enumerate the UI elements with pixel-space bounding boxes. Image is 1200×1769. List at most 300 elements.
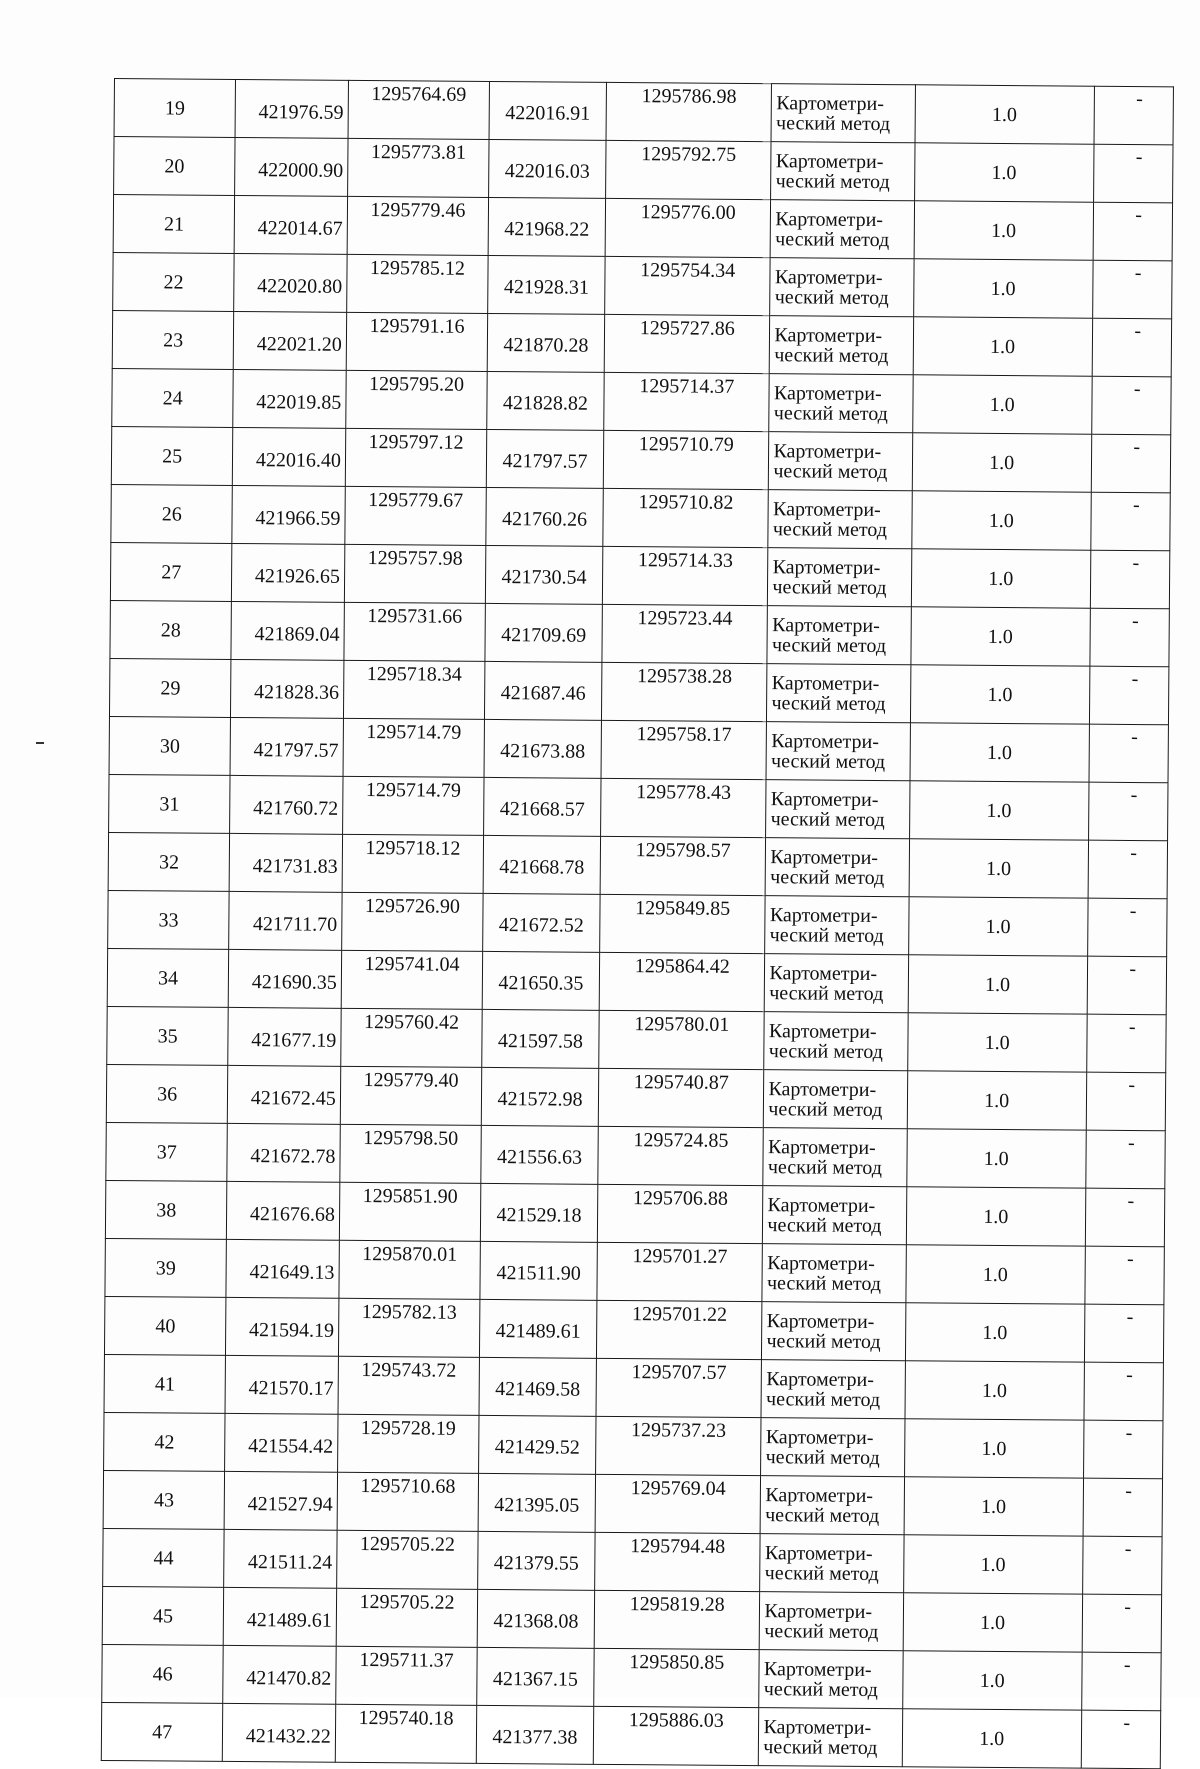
method-cell xyxy=(769,432,913,491)
method-cell xyxy=(765,896,909,955)
x-coordinate-cell: 421711.70 xyxy=(229,891,342,950)
table-row xyxy=(113,195,1172,261)
note-cell: - xyxy=(1082,1536,1162,1595)
method-cell xyxy=(770,258,914,317)
table-row xyxy=(108,832,1167,898)
method-text-line-2: ческий метод xyxy=(768,1097,883,1121)
point-number-cell: 32 xyxy=(108,832,230,891)
accuracy-cell: 1.0 xyxy=(913,317,1092,376)
accuracy-cell: 1.0 xyxy=(912,491,1091,550)
point-number-cell: 23 xyxy=(112,310,234,369)
y-coordinate-cell: 1295726.90 xyxy=(342,892,484,951)
note-cell: - xyxy=(1088,782,1168,841)
method-text-line-2: ческий метод xyxy=(765,1445,880,1469)
x-coordinate-new-cell: 421368.08 xyxy=(477,1589,594,1648)
method-cell xyxy=(768,490,912,549)
note-cell: - xyxy=(1081,1652,1161,1711)
point-number-cell: 27 xyxy=(110,542,232,601)
method-text-line-2: ческий метод xyxy=(776,111,891,135)
method-text-line-1: Картометри- xyxy=(768,1019,877,1043)
method-text-line-1: Картометри- xyxy=(767,1193,876,1217)
note-cell: - xyxy=(1089,666,1169,725)
y-coordinate-cell: 1295743.72 xyxy=(338,1356,480,1415)
note-cell: - xyxy=(1086,1072,1166,1131)
y-coordinate-cell: 1295779.46 xyxy=(347,196,489,255)
method-text-line-1: Картометри- xyxy=(772,613,880,637)
point-number-cell: 25 xyxy=(111,426,233,485)
accuracy-cell: 1.0 xyxy=(915,85,1094,144)
x-coordinate-cell: 421554.42 xyxy=(225,1413,338,1472)
point-number-cell: 19 xyxy=(114,79,236,138)
y-coordinate-new-cell: 1295701.22 xyxy=(596,1300,762,1359)
x-coordinate-new-cell: 421687.46 xyxy=(485,661,602,720)
y-coordinate-cell: 1295705.22 xyxy=(337,1530,479,1589)
y-coordinate-new-cell: 1295886.03 xyxy=(593,1706,759,1765)
method-text-line-2: ческий метод xyxy=(763,1677,878,1701)
y-coordinate-cell: 1295714.79 xyxy=(342,776,484,835)
accuracy-cell: 1.0 xyxy=(902,1709,1081,1768)
table-row xyxy=(103,1470,1162,1536)
method-cell xyxy=(769,374,913,433)
x-coordinate-new-cell: 421668.57 xyxy=(484,777,601,836)
accuracy-cell: 1.0 xyxy=(914,201,1093,260)
point-number-cell: 30 xyxy=(109,716,231,775)
accuracy-cell: 1.0 xyxy=(907,1129,1086,1188)
method-text-line-2: ческий метод xyxy=(767,1155,883,1179)
method-text-line-1: Картометри- xyxy=(765,1483,874,1507)
x-coordinate-cell: 421731.83 xyxy=(229,833,342,892)
method-text-line-1: Картометри- xyxy=(774,323,883,347)
x-coordinate-new-cell: 421429.52 xyxy=(479,1415,596,1474)
point-number-cell: 26 xyxy=(111,484,233,543)
note-cell: - xyxy=(1084,1304,1164,1363)
accuracy-cell: 1.0 xyxy=(903,1593,1082,1652)
accuracy-cell: 1.0 xyxy=(904,1419,1083,1478)
x-coordinate-new-cell: 421673.88 xyxy=(484,719,601,778)
method-text-line-1: Картометри- xyxy=(766,1367,874,1391)
method-text-line-1: Картометри- xyxy=(765,1425,874,1449)
table-row xyxy=(109,658,1168,724)
y-coordinate-cell: 1295714.79 xyxy=(343,718,485,777)
y-coordinate-new-cell: 1295714.33 xyxy=(602,546,768,605)
x-coordinate-cell: 421966.59 xyxy=(232,485,345,544)
x-coordinate-new-cell: 421968.22 xyxy=(488,197,605,256)
method-cell xyxy=(762,1302,906,1361)
method-cell xyxy=(767,664,911,723)
point-number-cell: 41 xyxy=(104,1354,226,1413)
x-coordinate-cell: 421432.22 xyxy=(223,1703,336,1762)
method-cell xyxy=(765,954,909,1013)
y-coordinate-cell: 1295740.18 xyxy=(335,1704,477,1763)
point-number-cell: 43 xyxy=(103,1470,225,1529)
table-row xyxy=(108,890,1167,956)
method-text-line-1: Картометри- xyxy=(772,497,881,521)
x-coordinate-cell: 421676.68 xyxy=(227,1181,340,1240)
table-row xyxy=(111,426,1170,492)
y-coordinate-new-cell: 1295701.27 xyxy=(597,1242,763,1301)
method-text-line-1: Картометри- xyxy=(763,1657,872,1681)
note-cell: - xyxy=(1089,724,1169,783)
note-cell: - xyxy=(1089,608,1169,667)
method-text-line-1: Картометри- xyxy=(771,671,880,695)
method-text-line-2: ческий метод xyxy=(771,691,886,715)
x-coordinate-cell: 421511.24 xyxy=(224,1529,337,1588)
note-cell: - xyxy=(1084,1362,1164,1421)
table-row xyxy=(104,1412,1163,1478)
x-coordinate-new-cell: 421597.58 xyxy=(482,1009,599,1068)
accuracy-cell: 1.0 xyxy=(910,665,1089,724)
y-coordinate-new-cell: 1295754.34 xyxy=(605,256,771,315)
accuracy-cell: 1.0 xyxy=(906,1187,1085,1246)
note-cell: - xyxy=(1093,202,1173,261)
method-cell xyxy=(766,838,910,897)
table-row xyxy=(101,1702,1160,1768)
y-coordinate-cell: 1295851.90 xyxy=(339,1182,481,1241)
x-coordinate-new-cell: 421572.98 xyxy=(481,1067,598,1126)
method-text-line-2: ческий метод xyxy=(764,1561,879,1585)
y-coordinate-cell: 1295797.12 xyxy=(345,428,487,487)
point-number-cell: 21 xyxy=(113,195,235,254)
accuracy-cell: 1.0 xyxy=(909,839,1088,898)
table-row xyxy=(104,1296,1163,1362)
x-coordinate-cell: 421760.72 xyxy=(230,775,343,834)
x-coordinate-cell: 422020.80 xyxy=(234,253,347,312)
table-row xyxy=(110,542,1169,608)
x-coordinate-new-cell: 421489.61 xyxy=(480,1299,597,1358)
note-cell: - xyxy=(1090,492,1170,551)
method-text-line-2: ческий метод xyxy=(770,865,885,889)
x-coordinate-new-cell: 421556.63 xyxy=(481,1125,598,1184)
method-cell xyxy=(763,1186,907,1245)
method-cell xyxy=(766,780,910,839)
x-coordinate-new-cell: 421511.90 xyxy=(480,1241,597,1300)
y-coordinate-cell: 1295870.01 xyxy=(339,1240,481,1299)
y-coordinate-new-cell: 1295727.86 xyxy=(604,314,770,373)
table-row xyxy=(111,484,1170,550)
accuracy-cell: 1.0 xyxy=(911,549,1090,608)
method-text-line-1: Картометри- xyxy=(767,1251,875,1275)
method-text-line-2: ческий метод xyxy=(770,807,885,831)
method-text-line-1: Картометри- xyxy=(766,1309,875,1333)
x-coordinate-cell: 422021.20 xyxy=(234,311,347,370)
x-coordinate-cell: 421976.59 xyxy=(235,79,348,138)
note-cell: - xyxy=(1085,1130,1165,1189)
note-cell: - xyxy=(1081,1710,1161,1769)
y-coordinate-cell: 1295798.50 xyxy=(340,1124,482,1183)
method-text-line-1: Картометри- xyxy=(769,961,878,985)
x-coordinate-cell: 421672.45 xyxy=(228,1065,341,1124)
x-coordinate-new-cell: 421797.57 xyxy=(486,429,603,488)
y-coordinate-cell: 1295779.40 xyxy=(340,1066,482,1125)
method-text-line-1: Картометри- xyxy=(776,91,885,115)
method-text-line-1: Картометри- xyxy=(770,845,879,869)
y-coordinate-new-cell: 1295786.98 xyxy=(606,82,772,141)
y-coordinate-new-cell: 1295864.42 xyxy=(599,952,765,1011)
accuracy-cell: 1.0 xyxy=(907,1071,1086,1130)
table-row xyxy=(107,948,1166,1014)
accuracy-cell: 1.0 xyxy=(903,1535,1082,1594)
accuracy-cell: 1.0 xyxy=(903,1651,1082,1710)
method-cell xyxy=(767,606,911,665)
method-text-line-2: ческий метод xyxy=(769,981,884,1005)
method-text-line-2: ческий метод xyxy=(772,575,887,599)
method-text-line-2: ческий метод xyxy=(771,633,887,657)
table-row xyxy=(105,1180,1164,1246)
y-coordinate-new-cell: 1295792.75 xyxy=(606,140,772,199)
y-coordinate-new-cell: 1295798.57 xyxy=(600,836,766,895)
table-row xyxy=(107,1006,1166,1072)
method-cell xyxy=(763,1128,907,1187)
point-number-cell: 22 xyxy=(113,252,235,311)
point-number-cell: 34 xyxy=(107,948,229,1007)
y-coordinate-new-cell: 1295724.85 xyxy=(598,1126,764,1185)
x-coordinate-new-cell: 421760.26 xyxy=(486,487,603,546)
x-coordinate-new-cell: 422016.91 xyxy=(489,81,606,140)
x-coordinate-cell: 421797.57 xyxy=(230,717,343,776)
note-cell: - xyxy=(1093,144,1173,203)
point-number-cell: 39 xyxy=(105,1238,227,1297)
accuracy-cell: 1.0 xyxy=(913,375,1092,434)
point-number-cell: 46 xyxy=(102,1644,224,1703)
x-coordinate-new-cell: 421469.58 xyxy=(479,1357,596,1416)
y-coordinate-cell: 1295741.04 xyxy=(341,950,483,1009)
y-coordinate-cell: 1295705.22 xyxy=(336,1588,478,1647)
table-row xyxy=(103,1528,1162,1594)
x-coordinate-cell: 421527.94 xyxy=(224,1471,337,1530)
method-text-line-2: ческий метод xyxy=(764,1619,879,1643)
x-coordinate-cell: 422019.85 xyxy=(233,369,346,428)
method-cell xyxy=(759,1708,903,1767)
method-text-line-2: ческий метод xyxy=(773,459,888,483)
accuracy-cell: 1.0 xyxy=(914,143,1093,202)
x-coordinate-cell: 422016.40 xyxy=(233,427,346,486)
coordinates-table xyxy=(101,78,1174,1769)
x-coordinate-new-cell: 421395.05 xyxy=(478,1473,595,1532)
note-cell: - xyxy=(1083,1420,1163,1479)
accuracy-cell: 1.0 xyxy=(908,897,1087,956)
accuracy-cell: 1.0 xyxy=(910,723,1089,782)
x-coordinate-new-cell: 421672.52 xyxy=(483,893,600,952)
method-cell xyxy=(771,200,915,259)
y-coordinate-cell: 1295757.98 xyxy=(344,544,486,603)
accuracy-cell: 1.0 xyxy=(908,955,1087,1014)
note-cell: - xyxy=(1094,86,1174,145)
y-coordinate-new-cell: 1295758.17 xyxy=(601,720,767,779)
method-text-line-1: Картометри- xyxy=(769,903,878,927)
table-row xyxy=(106,1064,1165,1130)
table-row xyxy=(114,79,1173,145)
x-coordinate-new-cell: 421870.28 xyxy=(487,313,604,372)
accuracy-cell: 1.0 xyxy=(909,781,1088,840)
note-cell: - xyxy=(1092,260,1172,319)
table-row xyxy=(112,368,1171,434)
note-cell: - xyxy=(1086,1014,1166,1073)
y-coordinate-new-cell: 1295710.82 xyxy=(603,488,769,547)
y-coordinate-cell: 1295718.34 xyxy=(343,660,485,719)
method-text-line-1: Картометри- xyxy=(764,1541,873,1565)
method-text-line-1: Картометри- xyxy=(768,1077,877,1101)
note-cell: - xyxy=(1083,1478,1163,1537)
y-coordinate-cell: 1295731.66 xyxy=(344,602,486,661)
x-coordinate-cell: 421926.65 xyxy=(232,543,345,602)
x-coordinate-cell: 421594.19 xyxy=(226,1297,339,1356)
x-coordinate-cell: 421869.04 xyxy=(231,601,344,660)
method-text-line-2: ческий метод xyxy=(765,1387,881,1411)
table-row xyxy=(106,1122,1165,1188)
method-text-line-1: Картометри- xyxy=(774,265,883,289)
method-text-line-1: Картометри- xyxy=(767,1135,876,1159)
x-coordinate-new-cell: 421709.69 xyxy=(485,603,602,662)
table-row xyxy=(113,252,1172,318)
note-cell: - xyxy=(1087,956,1167,1015)
y-coordinate-new-cell: 1295849.85 xyxy=(600,894,766,953)
x-coordinate-new-cell: 421367.15 xyxy=(477,1647,594,1706)
method-text-line-1: Картометри- xyxy=(771,729,880,753)
x-coordinate-new-cell: 421668.78 xyxy=(483,835,600,894)
point-number-cell: 38 xyxy=(105,1180,227,1239)
x-coordinate-cell: 421570.17 xyxy=(225,1355,338,1414)
accuracy-cell: 1.0 xyxy=(911,607,1090,666)
method-text-line-2: ческий метод xyxy=(774,285,889,309)
note-cell: - xyxy=(1088,840,1168,899)
method-cell xyxy=(766,722,910,781)
method-text-line-2: ческий метод xyxy=(763,1735,878,1759)
y-coordinate-cell: 1295785.12 xyxy=(347,254,489,313)
y-coordinate-cell: 1295711.37 xyxy=(336,1646,478,1705)
method-cell xyxy=(761,1360,905,1419)
y-coordinate-cell: 1295791.16 xyxy=(346,312,488,371)
y-coordinate-new-cell: 1295723.44 xyxy=(602,604,768,663)
method-cell xyxy=(761,1418,905,1477)
point-number-cell: 35 xyxy=(107,1006,229,1065)
x-coordinate-cell: 421470.82 xyxy=(223,1645,336,1704)
method-text-line-2: ческий метод xyxy=(772,517,888,541)
point-number-cell: 44 xyxy=(103,1528,225,1587)
x-coordinate-new-cell: 422016.03 xyxy=(489,139,606,198)
method-cell xyxy=(771,84,915,143)
y-coordinate-cell: 1295764.69 xyxy=(348,80,490,139)
table-row xyxy=(102,1644,1161,1710)
note-cell: - xyxy=(1087,898,1167,957)
point-number-cell: 28 xyxy=(110,600,232,659)
point-number-cell: 40 xyxy=(104,1296,226,1355)
stray-dash-mark xyxy=(36,742,44,744)
table-row xyxy=(110,600,1169,666)
y-coordinate-new-cell: 1295714.37 xyxy=(604,372,770,431)
method-cell xyxy=(761,1476,905,1535)
x-coordinate-new-cell: 421379.55 xyxy=(478,1531,595,1590)
method-cell xyxy=(771,142,915,201)
y-coordinate-new-cell: 1295738.28 xyxy=(601,662,767,721)
point-number-cell: 31 xyxy=(109,774,231,833)
method-cell xyxy=(770,316,914,375)
accuracy-cell: 1.0 xyxy=(912,433,1091,492)
y-coordinate-new-cell: 1295778.43 xyxy=(601,778,767,837)
y-coordinate-new-cell: 1295737.23 xyxy=(596,1416,762,1475)
method-cell xyxy=(764,1070,908,1129)
point-number-cell: 47 xyxy=(101,1702,223,1761)
table-row xyxy=(109,774,1168,840)
method-text-line-2: ческий метод xyxy=(765,1503,880,1527)
method-cell xyxy=(760,1592,904,1651)
method-text-line-1: Картометри- xyxy=(770,787,879,811)
method-text-line-2: ческий метод xyxy=(766,1271,882,1295)
y-coordinate-new-cell: 1295706.88 xyxy=(597,1184,763,1243)
x-coordinate-cell: 421677.19 xyxy=(228,1007,341,1066)
point-number-cell: 24 xyxy=(112,368,234,427)
table-row xyxy=(114,137,1173,203)
point-number-cell: 42 xyxy=(104,1412,226,1471)
method-cell xyxy=(768,548,912,607)
note-cell: - xyxy=(1085,1188,1165,1247)
table-row xyxy=(102,1586,1161,1652)
point-number-cell: 45 xyxy=(102,1586,224,1645)
accuracy-cell: 1.0 xyxy=(905,1361,1084,1420)
y-coordinate-new-cell: 1295794.48 xyxy=(595,1532,761,1591)
note-cell: - xyxy=(1082,1594,1162,1653)
method-cell xyxy=(764,1012,908,1071)
x-coordinate-cell: 421828.36 xyxy=(231,659,344,718)
point-number-cell: 20 xyxy=(114,137,236,196)
x-coordinate-new-cell: 421377.38 xyxy=(476,1705,593,1764)
x-coordinate-cell: 421672.78 xyxy=(227,1123,340,1182)
method-text-line-2: ческий метод xyxy=(769,923,884,947)
method-text-line-1: Картометри- xyxy=(773,381,882,405)
accuracy-cell: 1.0 xyxy=(905,1303,1084,1362)
table-row xyxy=(104,1354,1163,1420)
table-body xyxy=(101,79,1173,1769)
y-coordinate-new-cell: 1295780.01 xyxy=(599,1010,765,1069)
y-coordinate-cell: 1295773.81 xyxy=(347,138,489,197)
point-number-cell: 36 xyxy=(106,1064,228,1123)
y-coordinate-cell: 1295779.67 xyxy=(345,486,487,545)
x-coordinate-new-cell: 421529.18 xyxy=(480,1183,597,1242)
x-coordinate-new-cell: 421730.54 xyxy=(485,545,602,604)
table-row xyxy=(109,716,1168,782)
y-coordinate-new-cell: 1295707.57 xyxy=(596,1358,762,1417)
y-coordinate-new-cell: 1295850.85 xyxy=(594,1648,760,1707)
accuracy-cell: 1.0 xyxy=(913,259,1092,318)
accuracy-cell: 1.0 xyxy=(908,1013,1087,1072)
note-cell: - xyxy=(1091,376,1171,435)
y-coordinate-cell: 1295718.12 xyxy=(342,834,484,893)
y-coordinate-cell: 1295728.19 xyxy=(337,1414,479,1473)
accuracy-cell: 1.0 xyxy=(904,1477,1083,1536)
method-text-line-2: ческий метод xyxy=(775,227,890,251)
method-cell xyxy=(760,1534,904,1593)
x-coordinate-new-cell: 421828.82 xyxy=(487,371,604,430)
point-number-cell: 37 xyxy=(106,1122,228,1181)
y-coordinate-cell: 1295760.42 xyxy=(341,1008,483,1067)
y-coordinate-new-cell: 1295819.28 xyxy=(594,1590,760,1649)
x-coordinate-cell: 422014.67 xyxy=(234,195,347,254)
note-cell: - xyxy=(1090,550,1170,609)
note-cell: - xyxy=(1091,434,1171,493)
point-number-cell: 29 xyxy=(109,658,231,717)
method-text-line-1: Картометри- xyxy=(763,1715,872,1739)
x-coordinate-cell: 421690.35 xyxy=(229,949,342,1008)
method-text-line-2: ческий метод xyxy=(774,343,889,367)
x-coordinate-cell: 421489.61 xyxy=(224,1587,337,1646)
method-text-line-2: ческий метод xyxy=(768,1039,883,1063)
method-text-line-1: Картометри- xyxy=(775,207,884,231)
x-coordinate-new-cell: 421928.31 xyxy=(488,255,605,314)
y-coordinate-new-cell: 1295710.79 xyxy=(603,430,769,489)
method-cell xyxy=(759,1650,903,1709)
method-text-line-2: ческий метод xyxy=(775,169,890,193)
method-text-line-2: ческий метод xyxy=(766,1329,881,1353)
y-coordinate-cell: 1295795.20 xyxy=(346,370,488,429)
